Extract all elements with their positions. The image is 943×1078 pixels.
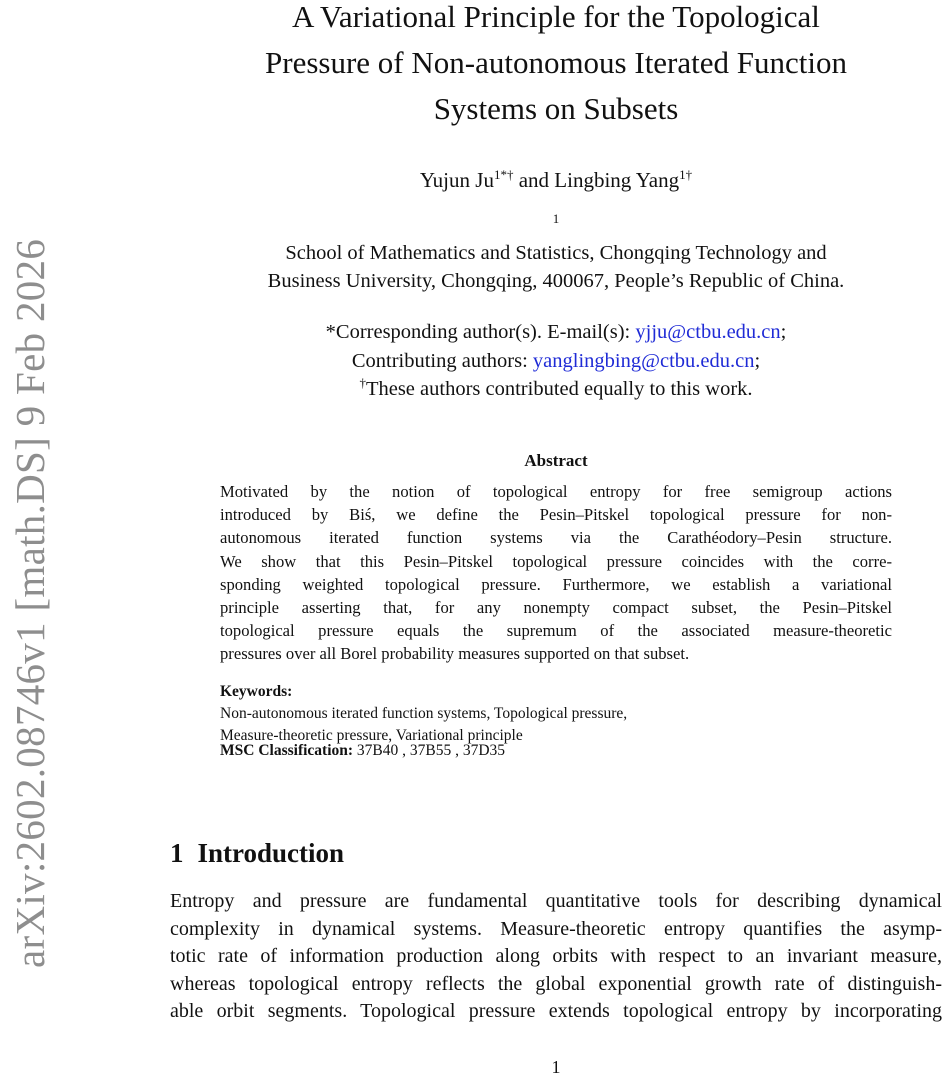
paper-title xyxy=(170,0,942,132)
author-affiliation-mark: 1*† xyxy=(493,167,514,182)
equal-contribution-line xyxy=(170,375,942,404)
punctuation: ; xyxy=(754,349,761,372)
keywords-text: Non-autonomous iterated function systems, Topological pressure, xyxy=(220,705,628,722)
punctuation: ; xyxy=(780,321,787,343)
msc-classification xyxy=(220,742,892,760)
equal-contribution-text: These authors contributed equally to this work. xyxy=(365,378,753,400)
abstract-line: sponding weighted topological pressure. Furthermore, we establish a variational xyxy=(220,574,892,594)
author-affiliation-mark: 1† xyxy=(679,167,693,182)
arxiv-stamp: arXiv:2602.08746v1 [math.DS] 9 Feb 2026 xyxy=(7,238,53,968)
author-line xyxy=(170,168,942,193)
corresponding-author-line xyxy=(170,318,942,347)
keywords-label: Keywords: xyxy=(220,683,293,700)
email-link-yanglingbing[interactable]: yanglingbing@ctbu.edu.cn xyxy=(532,349,755,372)
abstract-line: topological pressure equals the supremum of the associated measure-theoretic xyxy=(220,621,892,641)
author-name: Yujun Ju xyxy=(419,168,494,192)
correspondence xyxy=(170,318,942,404)
abstract-body xyxy=(220,480,892,666)
intro-line: able orbit segments. Topological pressure extends topological entropy by incorporating xyxy=(170,1000,942,1022)
abstract-line: introduced by Biś, we define the Pesin–Pitskel topological pressure for non- xyxy=(220,505,892,525)
affiliation-line xyxy=(170,211,942,267)
dagger-mark: † xyxy=(359,375,366,390)
section-title: Introduction xyxy=(197,838,345,868)
intro-line: complexity in dynamical systems. Measure-theoretic entropy quantifies the asymp- xyxy=(170,917,942,940)
affiliation-text: School of Mathematics and Statistics, Chongqing Technology and xyxy=(285,242,827,264)
intro-line: Entropy and pressure are fundamental quantitative tools for describing dynamical xyxy=(170,890,942,912)
intro-line: whereas topological entropy reflects the global exponential growth rate of distinguish- xyxy=(170,972,942,995)
contributing-label: Contributing authors: xyxy=(351,349,533,372)
section-heading-introduction xyxy=(170,838,344,869)
msc-codes: 37B40 , 37B55 , 37D35 xyxy=(353,742,506,759)
email-link-yjju[interactable]: yjju@ctbu.edu.cn xyxy=(635,321,781,343)
abstract-line: Motivated by the notion of topological entropy for free semigroup actions xyxy=(220,482,892,501)
abstract-heading: Abstract xyxy=(524,451,588,470)
affiliation-mark: 1 xyxy=(552,211,560,226)
author-conjunction: and xyxy=(513,168,555,192)
page-number: 1 xyxy=(551,1057,561,1077)
abstract-line: We show that this Pesin–Pitskel topological pressure coincides with the corre- xyxy=(220,551,892,571)
abstract-line: autonomous iterated function systems via the Carathéodory–Pesin structure. xyxy=(220,528,892,548)
title-line: Pressure of Non-autonomous Iterated Function xyxy=(265,45,847,80)
corresponding-label: *Corresponding author(s). E-mail(s): xyxy=(325,321,636,343)
keywords-line: Measure-theoretic pressure, Variational principle xyxy=(220,727,523,744)
title-line: Systems on Subsets xyxy=(433,91,679,126)
affiliation-line: Business University, Chongqing, 400067, People’s Republic of China. xyxy=(267,270,845,292)
abstract-line: pressures over all Borel probability measures supported on that subset. xyxy=(220,644,690,664)
msc-label: MSC Classification: xyxy=(220,742,354,759)
affiliation xyxy=(170,211,942,295)
keywords-line xyxy=(220,681,892,725)
intro-line: totic rate of information production along orbits with respect to an invariant measure, xyxy=(170,945,942,967)
section-number: 1 xyxy=(170,838,184,868)
abstract-line: principle asserting that, for any nonempty compact subset, the Pesin–Pitskel xyxy=(220,598,892,618)
contributing-authors-line xyxy=(170,347,942,376)
title-line: A Variational Principle for the Topological xyxy=(292,0,820,34)
keywords xyxy=(220,681,892,747)
introduction-paragraph xyxy=(170,888,942,1026)
author-name: Lingbing Yang xyxy=(554,168,680,192)
